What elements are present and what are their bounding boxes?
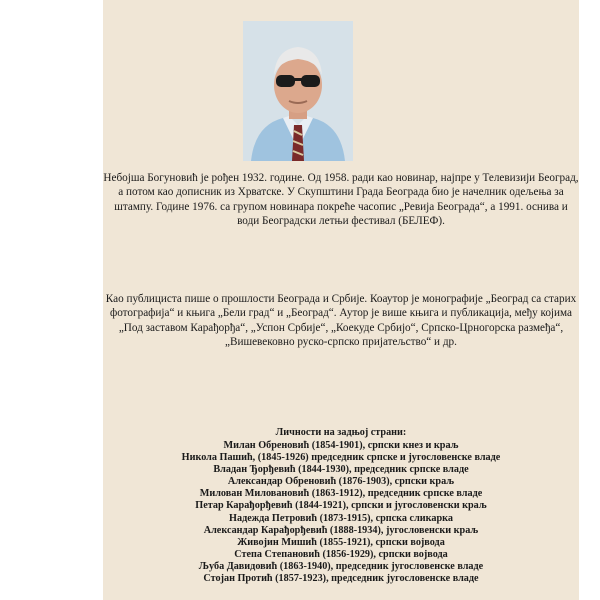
persons-list bbox=[103, 440, 579, 585]
author-biography-paragraph-1: Небојша Богуновић је рођен 1932. године. Од 1958. ради као новинар, најпре у Телевизији Београд, а потом као дописник из Хрватске. У Скупштини Града Београда био је начелник одељења за штампу. Године 1976. са групом новинара покреће часопис „Ревија Београда“, а 1991. оснива и води Београдски летњи фестивал (БЕЛЕФ). bbox=[103, 172, 579, 228]
list-item: Петар Карађорђевић (1844-1921), српски и југословенски краљ bbox=[195, 500, 487, 512]
author-biography-paragraph-2: Као публициста пише о прошлости Београда и Србије. Коаутор је монографије „Београд са старих фотографија“ и књига „Бели град“ и „Београд“. Аутор је више књига и публикација, међу којима „Под заставом Карађорђа“, „Успон Србије“, „Коекуде Србијо“, Српско-Црногорска размеђа“, „Вишевековно руско-српско пријатељство“ и др. bbox=[105, 293, 577, 349]
list-item: Никола Пашић, (1845-1926) председник српске и југословенске владе bbox=[181, 452, 501, 464]
author-photo bbox=[243, 21, 353, 161]
list-item: Милан Обреновић (1854-1901), српски кнез и краљ bbox=[223, 440, 459, 451]
list-item: Љуба Давидовић (1863-1940), председник југословенске владе bbox=[198, 560, 484, 572]
book-back-cover bbox=[103, 0, 579, 600]
list-item: Александар Карађорђевић (1888-1934), југословенски краљ bbox=[203, 524, 479, 536]
list-item: Александар Обреновић (1876-1903), српски краљ bbox=[227, 476, 455, 488]
list-item: Милован Миловановић (1863-1912), председник српске владе bbox=[199, 488, 483, 500]
list-item: Живојин Мишић (1855-1921), српски војвода bbox=[237, 536, 445, 548]
list-item: Владан Ђорђевић (1844-1930), председник српске владе bbox=[213, 464, 469, 476]
list-item: Стојан Протић (1857-1923), председник југословенске владе bbox=[203, 573, 479, 585]
list-item: Надежда Петровић (1873-1915), српска сликарка bbox=[229, 512, 453, 524]
persons-heading: Личности на задњој страни: bbox=[275, 427, 407, 438]
list-item: Степа Степановић (1856-1929), српски војвода bbox=[234, 548, 448, 560]
